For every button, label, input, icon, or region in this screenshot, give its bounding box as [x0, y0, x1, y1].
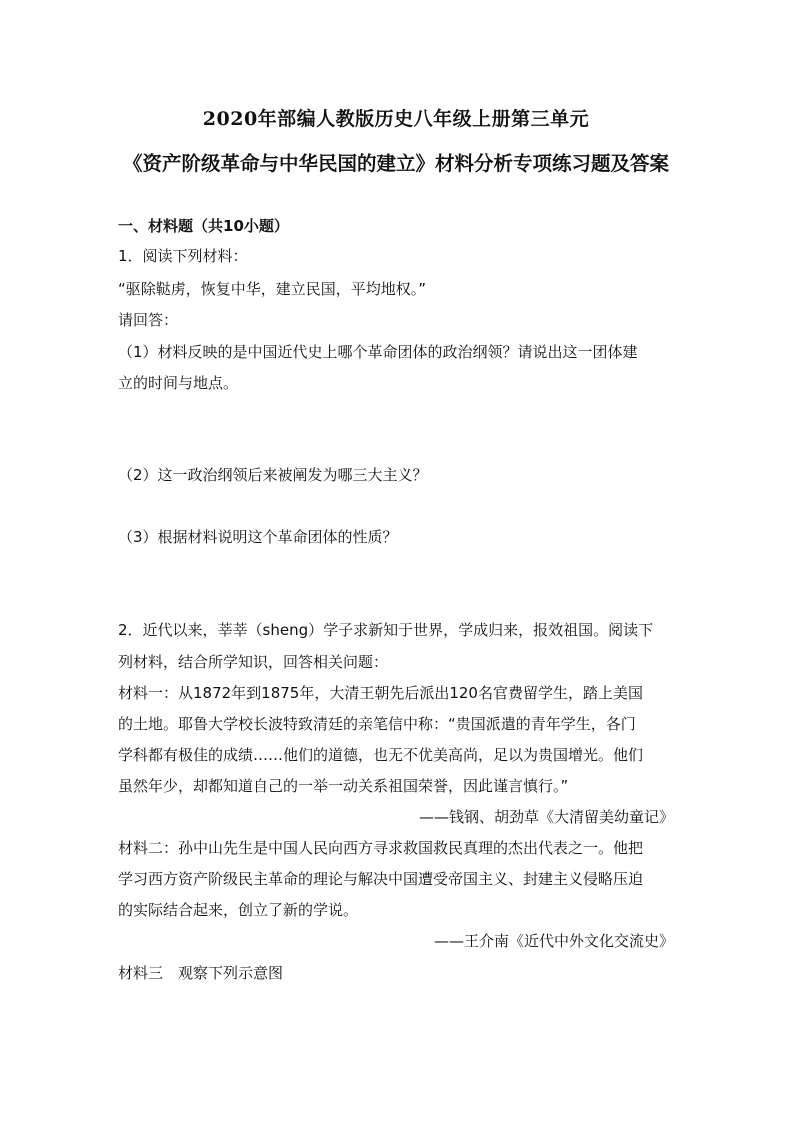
section-heading: 一、材料题（共10小题） — [118, 217, 289, 235]
q1-sub1-line1: （1）材料反映的是中国近代史上哪个革命团体的政治纲领？请说出这一团体建 — [118, 343, 638, 361]
q1-sub2: （2）这一政治纲领后来被阐发为哪三大主义？ — [118, 466, 428, 484]
q2-m1-line3: 学科都有极佳的成绩……他们的道德，也无不优美高尚，足以为贵国增光。他们 — [118, 746, 644, 764]
q2-m2-line1: 材料二：孙中山先生是中国人民向西方寻求救国救民真理的杰出代表之一。他把 — [118, 839, 644, 857]
q2-m1-line4: 虽然年少，却都知道自己的一举一动关系祖国荣誉，因此谨言慎行。” — [118, 777, 569, 795]
q1-sub3: （3）根据材料说明这个革命团体的性质？ — [118, 528, 398, 546]
q2-m1-line1: 材料一：从1872年到1875年，大清王朝先后派出120名官费留学生，踏上美国 — [118, 684, 643, 702]
document-page — [118, 0, 674, 1123]
q1-sub1-line2: 立的时间与地点。 — [118, 374, 239, 392]
q2-m2-line3: 的实际结合起来，创立了新的学说。 — [118, 901, 359, 919]
doc-title-line1: 2020年部编人教版历史八年级上册第三单元 — [202, 108, 590, 130]
doc-title-line2: 《资产阶级革命与中华民国的建立》材料分析专项练习题及答案 — [122, 152, 669, 175]
q2-m3: 材料三 观察下列示意图 — [118, 964, 284, 982]
q1-quote: “驱除鞑虏，恢复中华，建立民国，平均地权。” — [118, 280, 427, 298]
q1-intro: 1．阅读下列材料： — [118, 247, 248, 265]
q2-line1: 2．近代以来，莘莘（sheng）学子求新知于世界，学成归来，报效祖国。阅读下 — [118, 621, 654, 639]
q2-line2: 列材料，结合所学知识，回答相关问题： — [118, 653, 389, 671]
q2-m1-line2: 的土地。耶鲁大学校长波特致清廷的亲笔信中称：“贵国派遣的青年学生，各门 — [118, 715, 636, 733]
q2-m2-line2: 学习西方资产阶级民主革命的理论与解决中国遭受帝国主义、封建主义侵略压迫 — [118, 870, 644, 888]
q2-m1-source: ——钱钢、胡劲草《大清留美幼童记》 — [418, 808, 674, 826]
q1-prompt: 请回答： — [118, 311, 179, 329]
q2-m2-source: ——王介南《近代中外文化交流史》 — [433, 932, 674, 950]
